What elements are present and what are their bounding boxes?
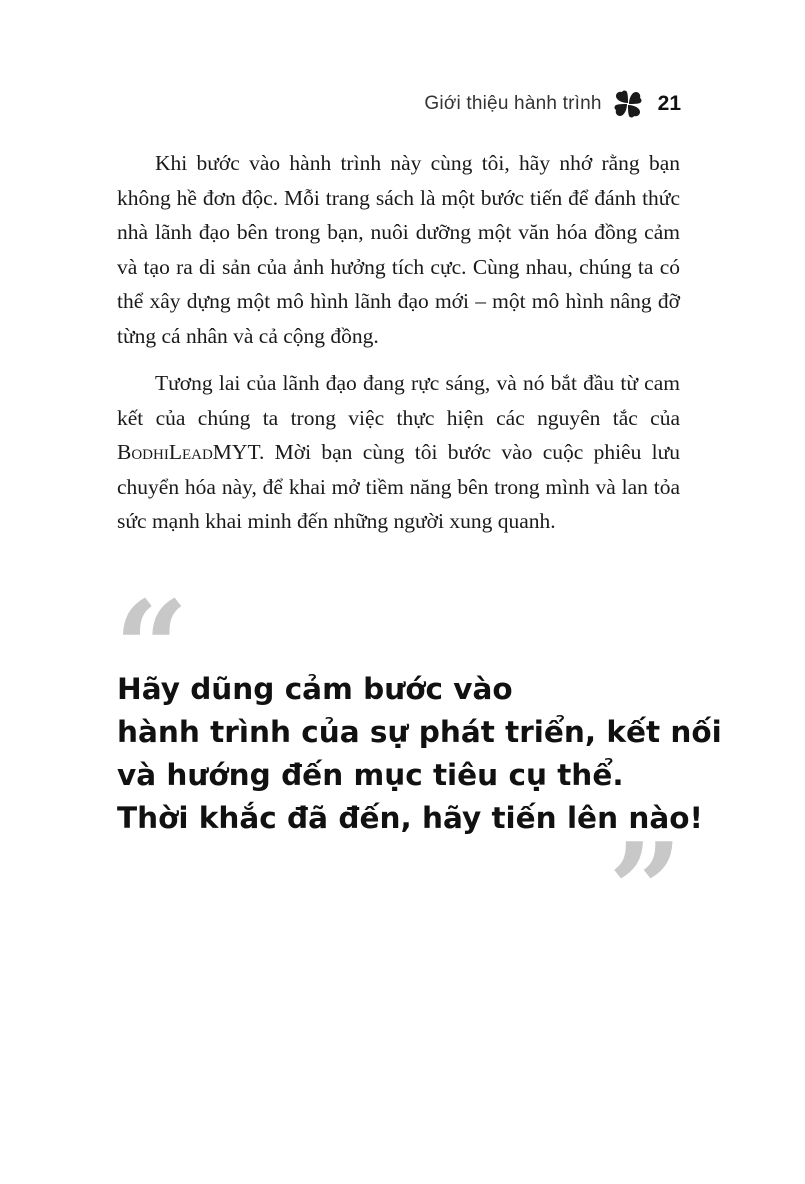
page-number: 21 bbox=[657, 92, 681, 115]
running-header bbox=[424, 88, 681, 120]
paragraph-1: Khi bước vào hành trình này cùng tôi, hãy nhớ rằng bạn không hề đơn độc. Mỗi trang sách là một bước tiến để đánh thức nhà lãnh đạo bên trong bạn, nuôi dưỡng một văn hóa đồng cảm và tạo ra di sản của ảnh hưởng tích cực. Cùng nhau, chúng ta có thể xây dựng một mô hình lãnh đạo mới – một mô hình nâng đỡ từng cá nhân và cả cộng đồng. bbox=[117, 151, 680, 348]
paragraph-2-text-after: . Mời bạn cùng tôi bước vào cuộc phiêu lưu chuyển hóa này, để khai mở tiềm năng bên trong mình và lan tỏa sức mạnh khai minh đến những người xung quanh. bbox=[117, 440, 680, 533]
clover-icon bbox=[612, 88, 644, 120]
open-quote-mark: “ bbox=[114, 572, 189, 725]
pull-quote-line-4: Thời khắc đã đến, hãy tiến lên nào! bbox=[117, 801, 703, 835]
close-quote-mark: ” bbox=[608, 814, 683, 967]
paragraph-2 bbox=[117, 366, 680, 539]
chapter-title: Giới thiệu hành trình bbox=[424, 93, 602, 114]
pull-quote-line-3: và hướng đến mục tiêu cụ thể. bbox=[117, 758, 624, 792]
brand-name-smallcaps: BodhiLead bbox=[117, 440, 213, 464]
brand-name-suffix: MYT bbox=[212, 440, 259, 464]
pull-quote-line-2: hành trình của sự phát triển, kết nối bbox=[117, 715, 722, 749]
paragraph-2-text-before: Tương lai của lãnh đạo đang rực sáng, và nó bắt đầu từ cam kết của chúng ta trong việc thực hiện các nguyên tắc của bbox=[117, 371, 680, 430]
pull-quote-line-1: Hãy dũng cảm bước vào bbox=[117, 672, 513, 706]
